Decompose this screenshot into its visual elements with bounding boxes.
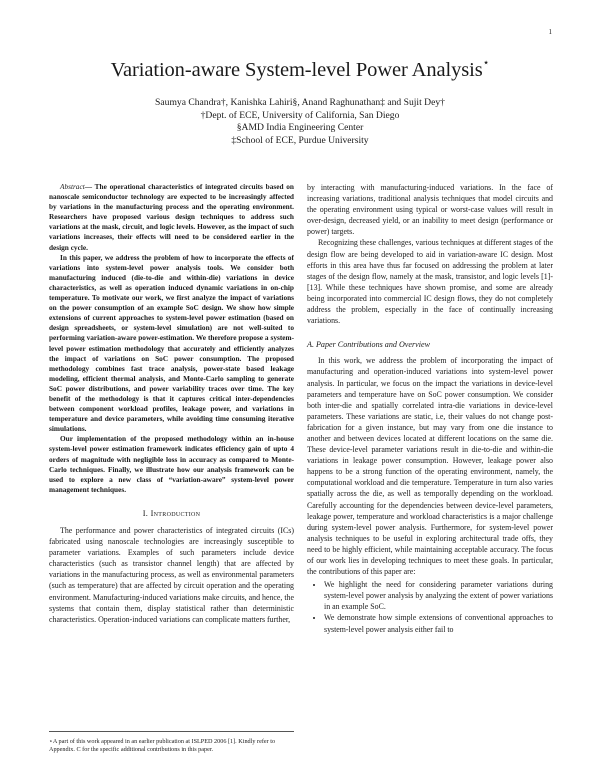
affiliation-amd: §AMD India Engineering Center: [236, 122, 364, 134]
paper-title: [0, 58, 600, 82]
affiliation-ucsd: †Dept. of ECE, University of California, San Diego: [200, 109, 400, 121]
right-column: [307, 182, 553, 635]
contribution-item: • We demonstrate how simple extensions of conventional approaches to system-level power analysis either fail to: [324, 612, 553, 634]
abstract-paragraph-3: Our implementation of the proposed methodology within an in-house system-level power estimation framework indicates efficiency gain of upto 4 orders of magnitude with negligible loss in accuracy as compared to Monte-Carlo techniques. Finally, we illustrate how our analysis framework can be used to explore a new class of “variation-aware” system-level power management techniques.: [49, 434, 294, 494]
footnote: ⋆A part of this work appeared in an earlier publication at ISLPED 2006 [1]. Kindly refer to Appendix. C for the specific additional contributions in this paper.: [49, 731, 294, 755]
abstract: [49, 182, 294, 495]
section-title: Introduction: [150, 508, 201, 518]
left-column: [49, 182, 294, 625]
intro-paragraph-2: Recognizing these challenges, various techniques at different stages of the design flow are being developed to aid in variation-aware IC design. Most efforts in this area have thus far focused on addressing the problem at later stages of the design flow, namely at the mask, transistor, and logic levels [1]-[13]. While these techniques have shown promise, and some are already being incorporated into commercial IC design flows, they do not completely address the problem, especially in the face of continually increasing variations.: [307, 238, 553, 326]
abstract-label: Abstract: [60, 182, 85, 191]
title-footnote-mark: ⋆: [482, 57, 490, 69]
contributions-paragraph: In this work, we address the problem of incorporating the impact of manufacturing and operation-induced variations into system-level power analysis. In particular, we focus on the impact the variations in device-level parameters and temperature have on SoC power consumption. We consider both inter-die and spatially correlated intra-die variations in device-level parameters. These variations are static, i.e, their values do not change post-fabrication for a given instance, but may vary from one die instance to another and between devices located at different locations on the same die. These device-level parameter variations result in die-to-die and within-die variations in leakage power consumption. However, leakage power also happens to be a strong function of the operating environment, namely, the computational workload and die temperature. Temperature in turn also varies spatially across the die, as well as temporally depending on the workload. Carefully accounting for the dependencies between device-level parameters, leakage power, temperature and workload characteristics is a major challenge during system-level power analysis. Furthermore, for system-level power analysis techniques to be useful in exploring architectural trade offs, they need to be highly efficient, while maintaining acceptable accuracy. The focus of our work lies in developing techniques to meet these goals. In particular, the contributions of this paper are:: [307, 356, 553, 577]
contribution-item: • We highlight the need for considering parameter variations during system-level power analysis by analyzing the extent of power variations in an example SoC.: [324, 579, 553, 612]
contributions-list: [307, 579, 553, 634]
abstract-paragraph-1: [49, 182, 294, 253]
abstract-paragraph-2: In this paper, we address the problem of how to incorporate the effects of variations into system-level power analysis tools. We consider both manufacturing induced (die-to-die and within-die) variations in device characteristics, as well as operation induced dynamic variations in on-chip temperature. To motivate our work, we first analyze the impact of variations on the power consumption of an example SoC design. We show how simple extensions of current approaches to system-level power estimation (based on design spreadsheets, or system-level simulation) are not well-suited to performing variation-aware power-estimation. We therefore propose a system-level power estimation methodology that accurately and efficiently analyzes the impact of variations on SoC power consumption. The proposed methodology combines fast trace analysis, power-state based leakage modeling, efficient thermal analysis, and Monte-Carlo sampling to generate SoC power distributions, and power variability traces over time. The key benefit of the methodology is that it captures critical inter-dependencies between component workload profiles, leakage power, and variations in temperature and device parameters, while avoiding time consuming iterative simulations.: [49, 252, 294, 434]
intro-paragraph-1: The performance and power characteristics of integrated circuits (ICs) fabricated using nanoscale technologies are increasingly susceptible to parameter variations. Examples of such parameters include device characteristics (such as transistor channel length) that are affected by variations in the manufacturing process, as well as environmental parameters (such as temperature) that are affected by circuit operation and the operating environment. Manufacturing-induced variations make circuits, and hence, the systems that contain them, display statistical rather than deterministic characteristics. Operation-induced variations can complicate matters further,: [49, 526, 294, 624]
title-text: Variation-aware System-level Power Analysis: [110, 58, 483, 81]
abstract-text-1: — The operational characteristics of integrated circuits based on nanoscale semiconductor technology are expected to be increasingly affected by variations in the manufacturing process and the operating environment. Researchers have proposed various design techniques to address such variations at the mask, circuit, and logic levels. However, as the impact of such variations increases, their effects will need to be considered earlier in the design cycle.: [49, 182, 294, 252]
page-number: 1: [548, 28, 552, 36]
affiliation-purdue: ‡School of ECE, Purdue University: [231, 134, 369, 146]
intro-paragraph-continued: by interacting with manufacturing-induced variations. In the face of increasing variations, traditional analysis techniques that model circuits and the operating environment using typical or worst-case values will result in over-design, decreased yield, or an inability to meet design (performance or power) targets.: [307, 183, 553, 237]
subsection-heading-contributions: A. Paper Contributions and Overview: [307, 340, 430, 350]
section-number: I.: [142, 508, 149, 518]
section-heading-introduction: [49, 508, 294, 519]
author-block: [0, 97, 600, 147]
authors-line: Saumya Chandra†, Kanishka Lahiri§, Anand Raghunathan‡ and Sujit Dey†: [155, 97, 445, 108]
